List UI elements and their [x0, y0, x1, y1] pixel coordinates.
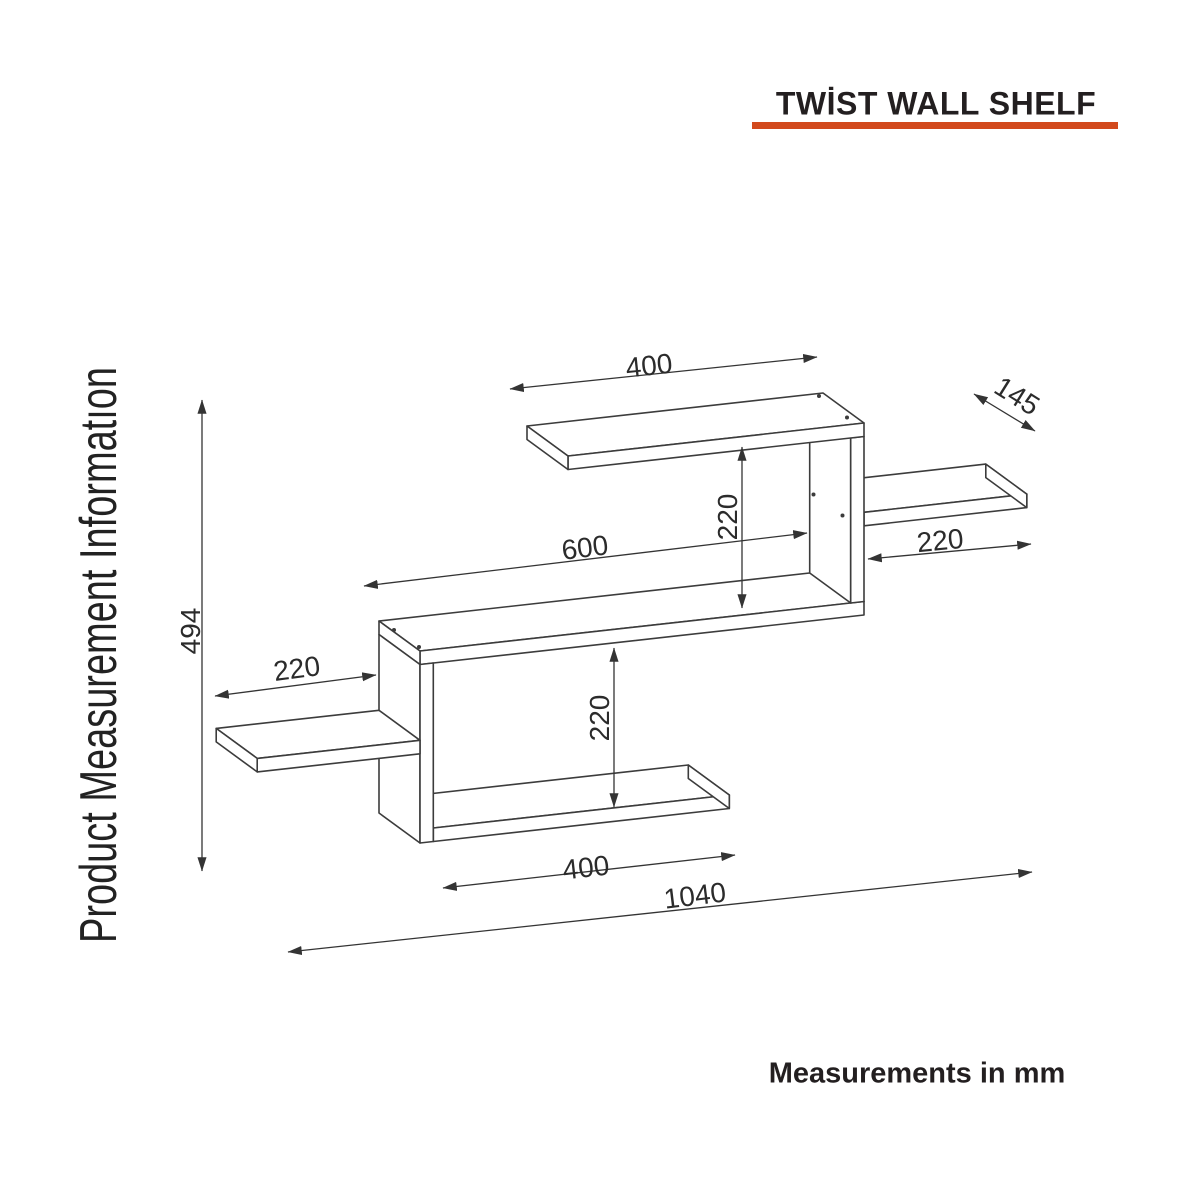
dim-label-overall-width: 1040	[662, 876, 728, 915]
dim-overall-height	[175, 400, 206, 871]
bottom-shelf	[392, 765, 729, 842]
dim-label-lower-opening-height: 220	[584, 694, 615, 742]
shelf-structure	[216, 393, 1027, 843]
dim-label-upper-opening-height: 220	[712, 493, 743, 541]
dim-label-bottom-shelf-width: 400	[560, 849, 611, 886]
dim-label-right-shelf-length: 220	[915, 522, 965, 559]
dim-label-middle-shelf-width: 600	[559, 529, 610, 566]
dim-label-shelf-depth: 145	[989, 370, 1046, 422]
middle-shelf	[379, 572, 864, 665]
dim-left-shelf-length	[215, 650, 376, 696]
dim-right-shelf-length	[868, 523, 1031, 559]
dim-top-shelf-width	[510, 348, 817, 389]
page-title: TWİST WALL SHELF	[775, 85, 1097, 122]
dim-label-overall-height: 494	[175, 607, 206, 655]
dim-shelf-depth	[974, 370, 1045, 431]
footer-note: Measurements in mm	[768, 1057, 1066, 1090]
dim-overall-width	[288, 872, 1032, 952]
dim-label-top-shelf-width: 400	[624, 347, 674, 384]
side-label: Product Measurement Informatıon	[70, 366, 128, 944]
dim-label-left-shelf-length: 220	[271, 650, 322, 687]
